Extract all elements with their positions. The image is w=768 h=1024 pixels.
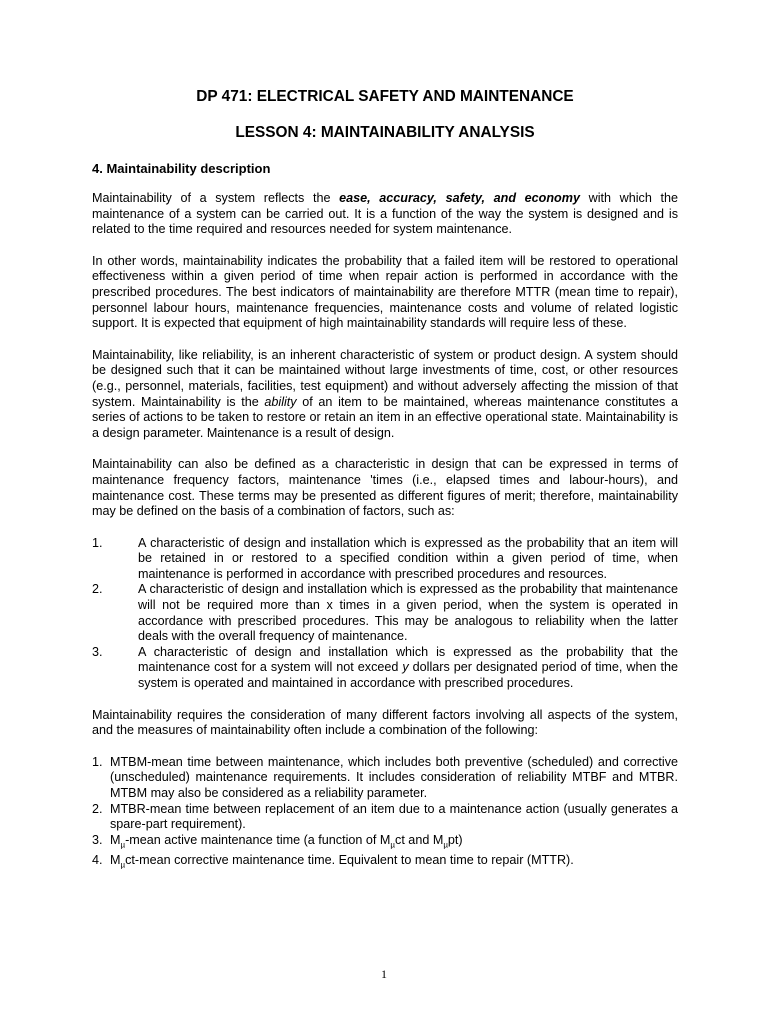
p1-emphasis: ease, accuracy, safety, and economy [339,191,580,205]
p3-emphasis: ability [264,394,297,409]
p1-text-start: Maintainability of a system reflects the [92,191,340,205]
symbol-m: M [110,852,121,867]
symbol-mu: µ [443,840,448,850]
list-item [92,802,678,833]
measures-list [92,755,678,873]
p3-text-start: Maintainability, like reliability, is an inherent characteristic of system or product design. A system should be designed such that it can be maintained without large investments of time, cost, or other resources (e.g., personnel, materials, facilities, test equipment) and without adversely affecting the mission of that system. Maintainability is the [92,347,678,409]
symbol-mu: µ [120,840,126,850]
paragraph-definition [92,191,678,238]
list-item-emphasis: y [402,660,409,675]
page-number: 1 [381,967,387,981]
list-item [92,645,678,692]
list-item [92,536,678,583]
list-item-text: MTBM-mean time between maintenance, which includes both preventive (scheduled) and corrective (unscheduled) maintenance requirements. It includes consideration of reliability MTBF and MTBR. MTBM may also be considered as a reliability parameter. [110,754,678,800]
list-item-number: 4. [92,852,103,867]
list-item-number: 3. [92,644,103,659]
paragraph-measures: Maintainability requires the consideration of many different factors involving all aspects of the system, and the measures of maintainability often include a combination of the following: [92,707,678,738]
list-item-text: A characteristic of design and installation which is expressed as the probability that maintenance will not be required more than x times in a given period, when the system is operated in accordance with prescribed procedures. This may be analogous to reliability when the latter deals with the overall frequency of maintenance. [138,582,678,644]
list-item-text-end: dollars per designated period of time, when the system is operated and maintained in accordance with prescribed procedures. [138,660,678,691]
list-item-text: A characteristic of design and installation which is expressed as the probability that an item will be retained in or restored to a specified condition within a given period of time, when maintenance is performed in accordance with prescribed procedures and resources. [138,535,678,581]
list-item-number: 1. [92,535,103,550]
list-item [92,582,678,644]
symbol-mu: µ [120,860,126,870]
symbol-m: M [110,832,121,847]
p1-text-end: with which the maintenance of a system can be carried out. It is a function of the way the system is designed and is related to the time required and resources needed for system maintenance. [92,191,678,237]
list-item-text: -mean active maintenance time (a function of M [125,832,391,847]
list-item-text: A characteristic of design and installation which is expressed as the probability that the maintenance cost for a system will not exceed [138,644,678,675]
paragraph-other-words: In other words, maintainability indicates the probability that a failed item will be restored to operational effectiveness within a given period of time when repair action is performed in accordance with the prescribed procedures. The best indicators of maintainability are therefore MTTR (mean time to repair), personnel labour hours, maintenance frequencies, maintenance costs and volume of related logistic support. It is expected that equipment of high maintainability standards will require less of these. [92,253,678,331]
list-item-number: 2. [92,582,103,597]
document-page [92,88,678,889]
list-item-text: MTBR-mean time between replacement of an item due to a maintenance action (usually generates a spare-part requirement). [110,801,678,832]
list-item-number: 2. [92,801,103,816]
definition-list [92,536,678,692]
section-heading: 4. Maintainability description [92,161,271,176]
paragraph-inherent-characteristic [92,348,678,442]
list-item-text: ct-mean corrective maintenance time. Equivalent to mean time to repair (MTTR). [125,852,574,867]
list-item-text: ct and M [395,832,444,847]
list-item-number: 1. [92,754,103,769]
list-item [92,755,678,802]
list-item [92,853,678,873]
p3-text-end: of an item to be maintained, whereas maintenance constitutes a series of actions to be taken to restore or retain an item in an effective operational state. Maintainability is a design parameter. Maintenance is a result of design. [92,394,678,440]
symbol-mu: µ [390,840,396,850]
list-item-text: pt) [447,832,463,847]
lesson-title: LESSON 4: MAINTAINABILITY ANALYSIS [235,124,535,141]
paragraph-figures-of-merit: Maintainability can also be defined as a characteristic in design that can be expressed in terms of maintenance frequency factors, maintenance 'times (i.e., elapsed times and labour-hours), and maintenance cost. These terms may be presented as different figures of merit; therefore, maintainability may be defined on the basis of a combination of factors, such as: [92,457,678,519]
list-item-number: 3. [92,832,103,847]
course-title: DP 471: ELECTRICAL SAFETY AND MAINTENANCE [196,88,574,105]
list-item [92,833,678,853]
